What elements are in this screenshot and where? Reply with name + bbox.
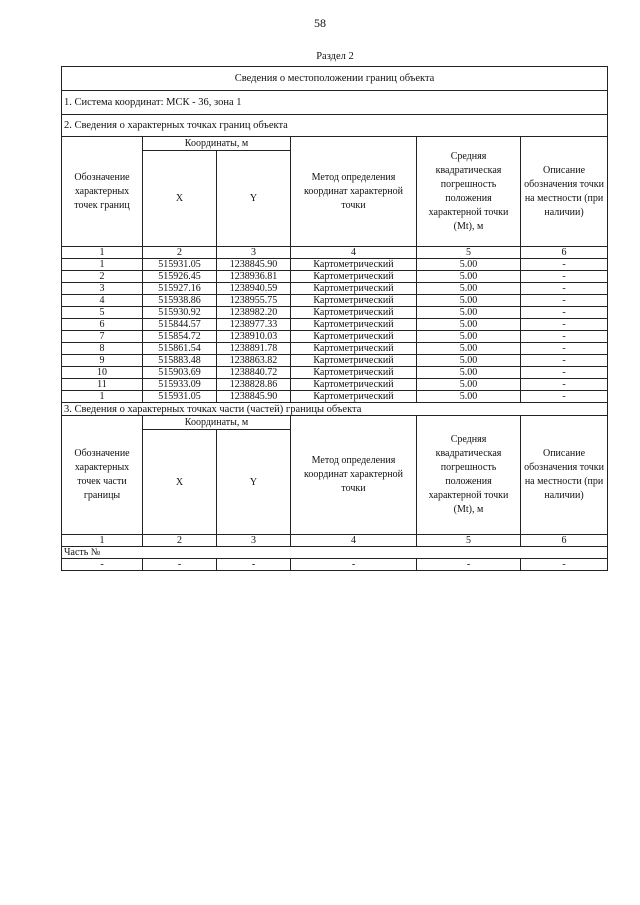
table-cell: -: [521, 559, 608, 571]
table-cell: 515861.54: [143, 343, 217, 355]
table-cell: 9: [62, 355, 143, 367]
table-row: [62, 295, 608, 307]
table-cell: Картометрический: [291, 343, 417, 355]
table-cell: 1238940.59: [217, 283, 291, 295]
column-number-cell: 3: [217, 247, 291, 259]
table-cell: 1238982.20: [217, 307, 291, 319]
table-row: [62, 259, 608, 271]
table-row: [62, 319, 608, 331]
table-cell: 1238977.33: [217, 319, 291, 331]
column-number-cell: 1: [62, 535, 143, 547]
column-number-cell: 5: [417, 247, 521, 259]
table-cell: -: [521, 295, 608, 307]
table-cell: Картометрический: [291, 259, 417, 271]
header-y-part: Y: [217, 430, 291, 535]
table-cell: 5.00: [417, 259, 521, 271]
table-cell: 1238863.82: [217, 355, 291, 367]
table-cell: 515903.69: [143, 367, 217, 379]
table-cell: 515844.57: [143, 319, 217, 331]
table-cell: 5.00: [417, 367, 521, 379]
column-number-cell: 4: [291, 535, 417, 547]
table-cell: 515854.72: [143, 331, 217, 343]
table-cell: Картометрический: [291, 283, 417, 295]
table-cell: 1238910.03: [217, 331, 291, 343]
table-cell: -: [521, 367, 608, 379]
table-cell: -: [521, 391, 608, 403]
table-cell: 8: [62, 343, 143, 355]
table-row: [62, 343, 608, 355]
header-method: Метод определения координат характерной точки: [291, 137, 417, 247]
table-cell: Картометрический: [291, 391, 417, 403]
table-row: [62, 283, 608, 295]
table-cell: 5.00: [417, 379, 521, 391]
table-cell: 515883.48: [143, 355, 217, 367]
header-coordinates: Координаты, м: [143, 137, 291, 151]
table-cell: 5.00: [417, 295, 521, 307]
table-row: [62, 271, 608, 283]
column-number-cell: 2: [143, 247, 217, 259]
table-cell: -: [521, 379, 608, 391]
table-cell: -: [521, 259, 608, 271]
table-cell: 1: [62, 391, 143, 403]
table-row: [62, 367, 608, 379]
table-cell: 10: [62, 367, 143, 379]
table-cell: -: [291, 559, 417, 571]
table-cell: Картометрический: [291, 319, 417, 331]
column-number-cell: 5: [417, 535, 521, 547]
table-cell: Картометрический: [291, 331, 417, 343]
column-number-cell: 6: [521, 535, 608, 547]
table-cell: 6: [62, 319, 143, 331]
table-cell: -: [521, 319, 608, 331]
table-cell: 5.00: [417, 307, 521, 319]
column-number-cell: 3: [217, 535, 291, 547]
header-y: Y: [217, 151, 291, 247]
table-cell: 2: [62, 271, 143, 283]
table-cell: 1238828.86: [217, 379, 291, 391]
column-number-cell: 2: [143, 535, 217, 547]
table-cell: 1238845.90: [217, 391, 291, 403]
column-number-cell: 4: [291, 247, 417, 259]
header-coordinates-part: Координаты, м: [143, 416, 291, 430]
column-number-cell: 6: [521, 247, 608, 259]
table-cell: 5: [62, 307, 143, 319]
table-cell: Картометрический: [291, 355, 417, 367]
part-label: Часть №: [62, 547, 608, 559]
table-cell: -: [521, 355, 608, 367]
table-cell: 5.00: [417, 283, 521, 295]
header-accuracy: Средняя квадратическая погрешность положения характерной точки (Mt), м: [417, 137, 521, 247]
table-cell: -: [417, 559, 521, 571]
table-cell: 4: [62, 295, 143, 307]
table-cell: 1238891.78: [217, 343, 291, 355]
table-cell: 1238840.72: [217, 367, 291, 379]
part-data-row: [62, 559, 608, 571]
table-cell: -: [521, 283, 608, 295]
table-cell: 1238955.75: [217, 295, 291, 307]
header-description: Описание обозначения точки на местности (при наличии): [521, 137, 608, 247]
table-cell: 515938.86: [143, 295, 217, 307]
section-label: Раздел 2: [316, 51, 354, 62]
table-cell: -: [62, 559, 143, 571]
table-cell: Картометрический: [291, 379, 417, 391]
header-point-designation-part: Обозначение характерных точек части границы: [62, 416, 143, 535]
table-cell: 5.00: [417, 391, 521, 403]
column-numbers-row: [62, 535, 608, 547]
table-cell: 5.00: [417, 331, 521, 343]
table-row: [62, 355, 608, 367]
table-cell: 3: [62, 283, 143, 295]
table-cell: -: [521, 307, 608, 319]
table-cell: 1: [62, 259, 143, 271]
table-cell: -: [521, 331, 608, 343]
table-cell: 515931.05: [143, 259, 217, 271]
table-row: [62, 307, 608, 319]
table-cell: 515926.45: [143, 271, 217, 283]
column-numbers-row: [62, 247, 608, 259]
table-title: Сведения о местоположении границ объекта: [62, 67, 608, 91]
header-method-part: Метод определения координат характерной точки: [291, 416, 417, 535]
table-cell: 1238936.81: [217, 271, 291, 283]
table-cell: -: [521, 271, 608, 283]
table-cell: 515930.92: [143, 307, 217, 319]
table-cell: Картометрический: [291, 295, 417, 307]
header-x: X: [143, 151, 217, 247]
header-description-part: Описание обозначения точки на местности (при наличии): [521, 416, 608, 535]
coord-system: 1. Система координат: МСК - 36, зона 1: [62, 91, 608, 115]
table-cell: -: [143, 559, 217, 571]
table-cell: Картометрический: [291, 271, 417, 283]
table-cell: 11: [62, 379, 143, 391]
table-row: [62, 391, 608, 403]
table-row: [62, 331, 608, 343]
table-cell: -: [217, 559, 291, 571]
boundary-table: [61, 66, 608, 571]
table-cell: 5.00: [417, 319, 521, 331]
section3-title: 3. Сведения о характерных точках части (частей) границы объекта: [62, 403, 608, 416]
table-cell: 5.00: [417, 271, 521, 283]
table-row: [62, 379, 608, 391]
table-cell: Картометрический: [291, 307, 417, 319]
section2-title: 2. Сведения о характерных точках границ объекта: [62, 115, 608, 137]
table-cell: 1238845.90: [217, 259, 291, 271]
table-cell: 5.00: [417, 343, 521, 355]
header-accuracy-part: Средняя квадратическая погрешность положения характерной точки (Mt), м: [417, 416, 521, 535]
header-x-part: X: [143, 430, 217, 535]
table-cell: 515933.09: [143, 379, 217, 391]
table-cell: 515931.05: [143, 391, 217, 403]
column-number-cell: 1: [62, 247, 143, 259]
table-cell: 515927.16: [143, 283, 217, 295]
page-number: 58: [314, 16, 326, 30]
table-cell: 7: [62, 331, 143, 343]
table-cell: -: [521, 343, 608, 355]
table-cell: 5.00: [417, 355, 521, 367]
table-cell: Картометрический: [291, 367, 417, 379]
header-point-designation: Обозначение характерных точек границ: [62, 137, 143, 247]
